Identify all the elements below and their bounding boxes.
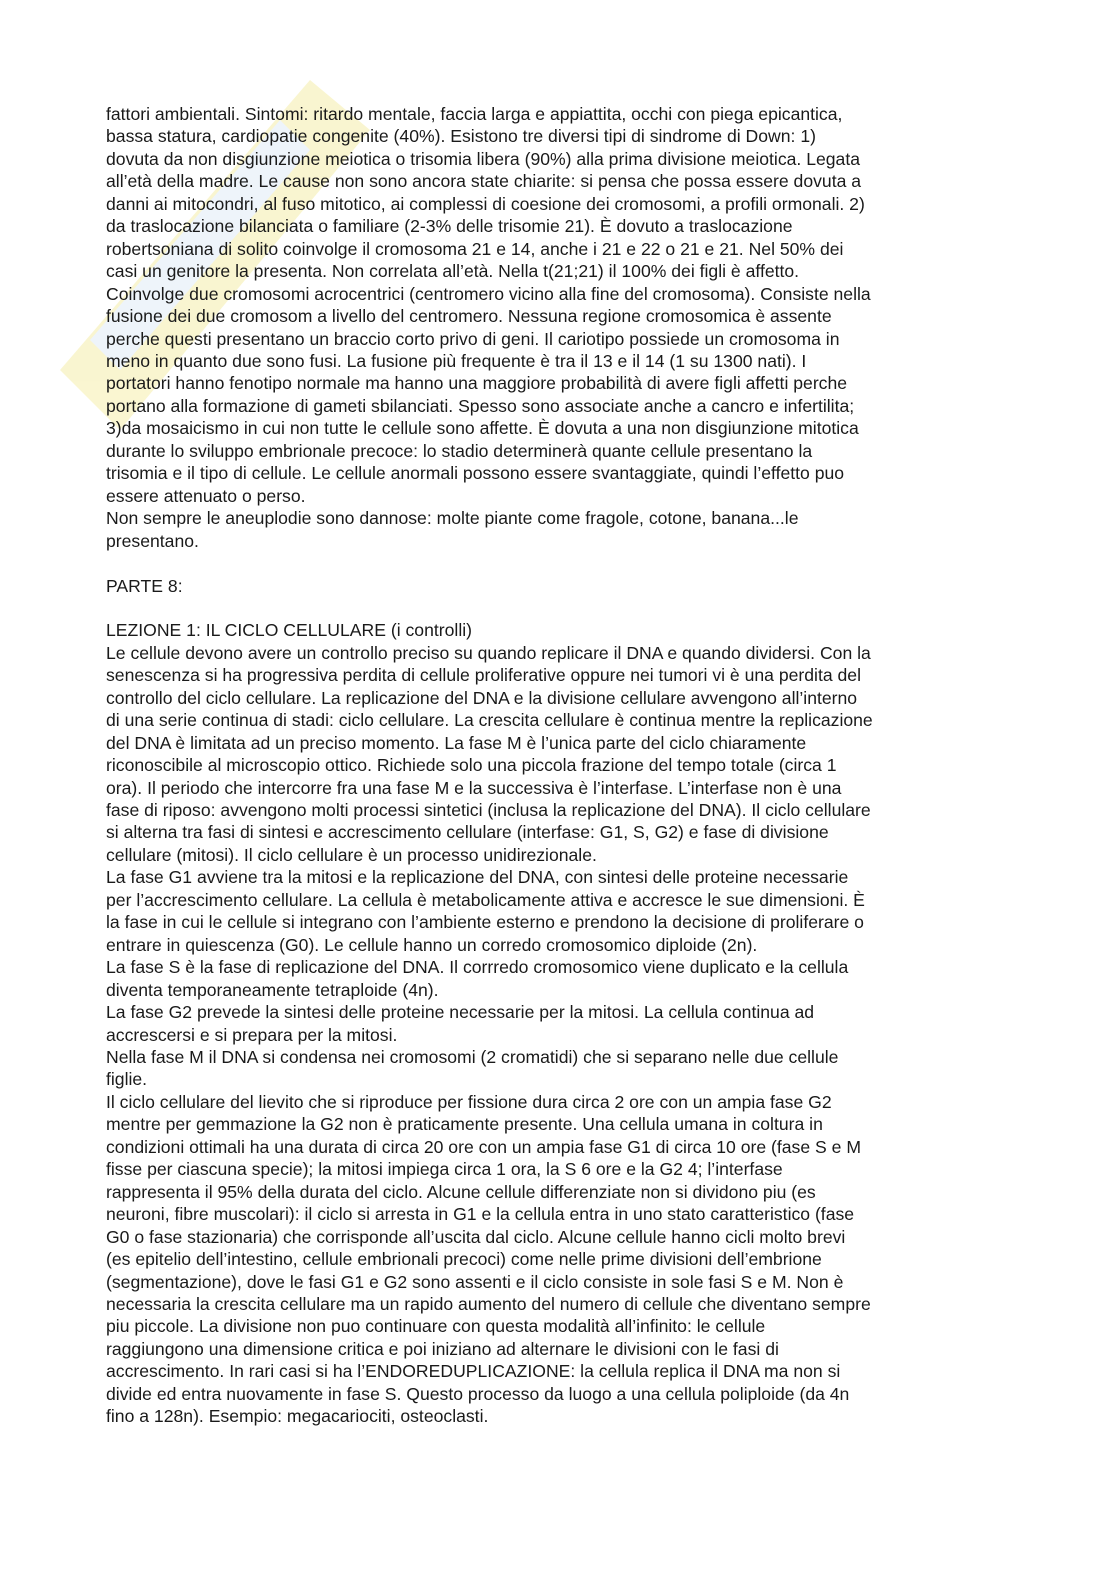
paragraph-down-syndrome: fattori ambientali. Sintomi: ritardo mentale, faccia larga e appiattita, occhi con piega epicantica, bassa statura, cardiopatie congenite (40%). Esistono tre diversi tipi di sindrome di Down: 1) dovuta da non disgiunzione meiotica o trisomia libera (90%) alla prima divisione meiotica. Legata all’età della madre. Le cause non sono ancora state chiarite: si pensa che possa essere dovuta a danni ai mitocondri, al fuso mitotico, ai complessi di coesione dei cromosomi, a profili ormonali. 2) da traslocazione bilanciata o familiare (2-3% delle trisomie 21). È dovuto a traslocazione robertsoniana di solito coinvolge il cromosoma 21 e 14, anche i 21 e 22 o 21 e 21. Nel 50% dei casi un genitore la presenta. Non correlata all’età. Nella t(21;21) il 100% dei figli è affetto. Coinvolge due cromosomi acrocentrici (centromero vicino alla fine del cromosoma). Consiste nella fusione dei due cromosom a livello del centromero. Nessuna regione cromosomica è assente perche questi presentano un braccio corto privo di geni. Il cariotipo possiede un cromosoma in meno in quanto due sono fusi. La fusione più frequente è tra il 13 e il 14 (1 su 1300 nati). I portatori hanno fenotipo normale ma hanno una maggiore probabilità di avere figli affetti perche portano alla formazione di gameti sbilanciati. Spesso sono associate anche a cancro e infertilita; 3)da mosaicismo in cui non tutte le cellule sono affette. È dovuta a una non disgiunzione mitotica durante lo sviluppo embrionale precoce: lo stadio determinerà quante cellule presentano la trisomia e il tipo di cellule. Le cellule anormali possono essere svantaggiate, quindi l’effetto puo essere attenuato o perso. — [106, 104, 871, 506]
spacer — [106, 552, 1016, 574]
section-heading-parte-8: PARTE 8: — [106, 575, 183, 596]
paragraph-g1-phase: La fase G1 avviene tra la mitosi e la replicazione del DNA, con sintesi delle proteine necessarie per l’accrescimento cellulare. La cellula è metabolicamente attiva e accresce le sue dimensioni. È la fase in cui le cellule si integrano con l’ambiente esterno e prendono la decisione di proliferare o entrare in quiescenza (G0). Le cellule hanno un corredo cromosomico diploide (2n). — [106, 867, 865, 955]
paragraph-aneuploidies: Non sempre le aneuplodie sono dannose: molte piante come fragole, cotone, banana...le presentano. — [106, 508, 799, 551]
spacer — [106, 597, 1016, 619]
paragraph-m-phase: Nella fase M il DNA si condensa nei cromosomi (2 cromatidi) che si separano nelle due cellule figlie. — [106, 1047, 839, 1090]
document-page — [106, 103, 1016, 1428]
lesson-title: LEZIONE 1: IL CICLO CELLULARE (i controlli) — [106, 620, 472, 641]
paragraph-g2-phase: La fase G2 prevede la sintesi delle proteine necessarie per la mitosi. La cellula continua ad accrescersi e si prepara per la mitosi. — [106, 1002, 815, 1045]
paragraph-cycle-durations: Il ciclo cellulare del lievito che si riproduce per fissione dura circa 2 ore con un ampia fase G2 mentre per gemmazione la G2 non è praticamente presente. Una cellula umana in coltura in condizioni ottimali ha una durata di circa 20 ore con un ampia fase G1 di circa 10 ore (fase S e M fisse per ciascuna specie); la mitosi impiega circa 1 ora, la S 6 ore e la G2 4; l’interfase rappresenta il 95% della durata del ciclo. Alcune cellule differenziate non si dividono piu (es neuroni, fibre muscolari): il ciclo si arresta in G1 e la cellula entra in uno stato caratteristico (fase G0 o fase stazionaria) che corrisponde all’uscita dal ciclo. Alcune cellule hanno cicli molto brevi (es epitelio dell’intestino, cellule embrionali precoci) come nelle prime divisioni dell’embrione (segmentazione), dove le fasi G1 e G2 sono assenti e il ciclo consiste in sole fasi S e M. Non è necessaria la crescita cellulare ma un rapido aumento del numero di cellule che diventano sempre piu piccole. La divisione non puo continuare con questa modalità all’infinito: le cellule raggiungono una dimensione critica e poi iniziano ad alternare le divisioni con le fasi di accrescimento. In rari casi si ha l’ENDOREDUPLICAZIONE: la cellula replica il DNA ma non si divide ed entra nuovamente in fase S. Questo processo da luogo a una cellula poliploide (da 4n fino a 128n). Esempio: megacariociti, osteoclasti. — [106, 1091, 871, 1427]
paragraph-cell-cycle-intro: Le cellule devono avere un controllo preciso su quando replicare il DNA e quando dividersi. Con la senescenza si ha progressiva perdita di cellule proliferative oppure nei tumori vi è una perdita del controllo del ciclo cellulare. La replicazione del DNA e la divisione cellulare avvengono all’interno di una serie continua di stadi: ciclo cellulare. La crescita cellulare è continua mentre la replicazione del DNA è limitata ad un preciso momento. La fase M è l’unica parte del ciclo chiaramente riconoscibile al microscopio ottico. Richiede solo una piccola frazione del tempo totale (circa 1 ora). Il periodo che intercorre fra una fase M e la successiva è l’interfase. L’interfase non è una fase di riposo: avvengono molti processi sintetici (inclusa la replicazione del DNA). Il ciclo cellulare si alterna tra fasi di sintesi e accrescimento cellulare (interfase: G1, S, G2) e fase di divisione cellulare (mitosi). Il ciclo cellulare è un processo unidirezionale. — [106, 642, 873, 865]
paragraph-s-phase: La fase S è la fase di replicazione del DNA. Il corrredo cromosomico viene duplicato e la cellula diventa temporaneamente tetraploide (4n). — [106, 957, 849, 1000]
